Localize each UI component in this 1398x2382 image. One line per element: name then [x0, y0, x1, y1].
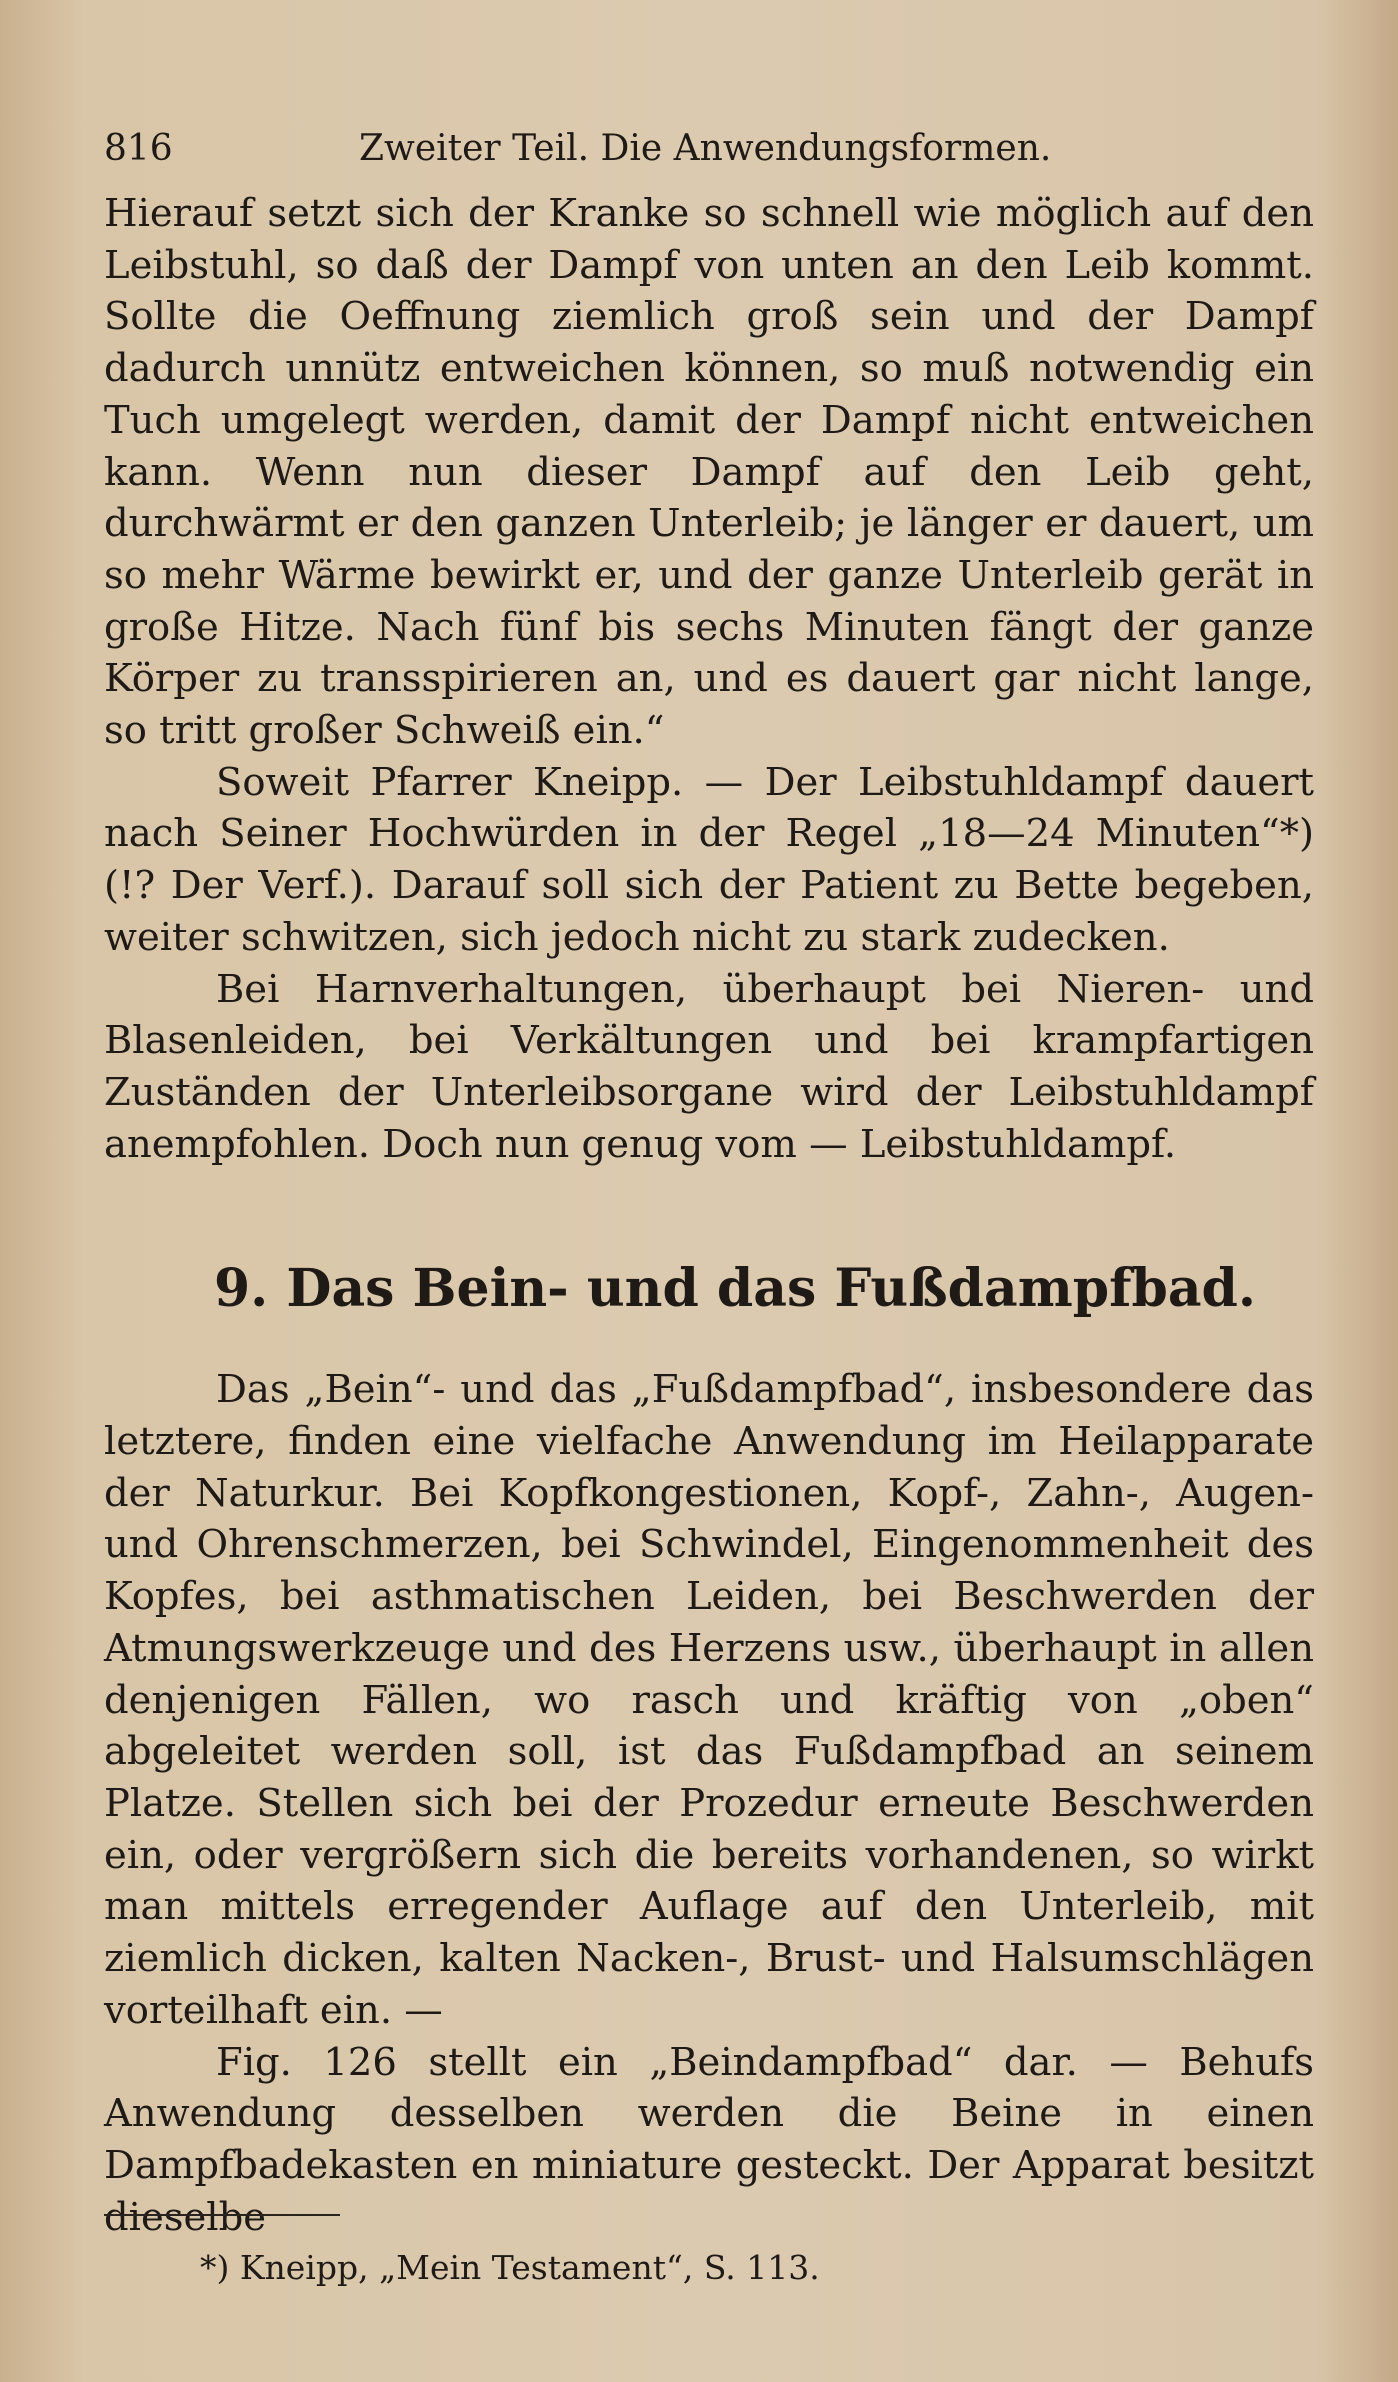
footnote: *) Kneipp, „Mein Testament“, S. 113. [200, 2248, 820, 2287]
paragraph-quote-continuation: Hierauf setzt sich der Kranke so schnell wie möglich auf den Leibstuhl, so daß der Dampf von unten an den Leib kommt. Sollte die Oeffnung ziemlich groß sein und der Dampf dadurch unnütz entweichen können, so muß notwendig ein Tuch umgelegt werden, damit der Dampf nicht entweichen kann. Wenn nun dieser Dampf auf den Leib geht, durchwärmt er den ganzen Unterleib; je länger er dauert, um so mehr Wärme bewirkt er, und der ganze Unterleib gerät in große Hitze. Nach fünf bis sechs Minuten fängt der ganze Körper zu transspirieren an, und es dauert gar nicht lange, so tritt großer Schweiß ein.“ [104, 191, 1314, 754]
footnote-divider [104, 2214, 340, 2216]
paragraph-footbath-uses: Das „Bein“- und das „Fußdampfbad“, insbesondere das letztere, finden eine vielfache Anwendung im Heilapparate der Naturkur. Bei Kopfkongestionen, Kopf-, Zahn-, Augen- und Ohrenschmerzen, bei Schwindel, Eingenommenheit des Kopfes, bei asthmatischen Leiden, bei Beschwerden der Atmungswerkzeuge und des Herzens usw., überhaupt in allen denjenigen Fällen, wo rasch und kräftig von „oben“ abgeleitet werden soll, ist das Fußdampfbad an seinem Platze. Stellen sich bei der Prozedur erneute Beschwerden ein, oder vergrößern sich die bereits vorhandenen, so wirkt man mittels erregender Auflage auf den Unterleib, mit ziemlich dicken, kalten Nacken-, Brust- und Halsumschlägen vorteilhaft ein. — [104, 1367, 1314, 2033]
paragraph-figure-126: Fig. 126 stellt ein „Beindampfbad“ dar. — Behufs Anwendung desselben werden die Beine in einen Dampfbadekasten en miniature gesteckt. Der Apparat besitzt dieselbe [104, 2039, 1314, 2240]
running-title: Zweiter Teil. Die Anwendungsformen. [359, 128, 1052, 169]
page-number: 816 [104, 128, 173, 169]
running-head [104, 128, 1314, 188]
page-content [104, 128, 1314, 2243]
paragraph-kneipp-duration: Soweit Pfarrer Kneipp. — Der Leibstuhldampf dauert nach Seiner Hochwürden in der Regel „18—24 Minuten“*) (!? Der Verf.). Darauf soll sich der Patient zu Bette begeben, weiter schwitzen, sich jedoch nicht zu stark zudecken. [104, 759, 1314, 960]
section-heading: 9. Das Bein- und das Fußdampfbad. [214, 1258, 1256, 1320]
paragraph-indications: Bei Harnverhaltungen, überhaupt bei Nieren- und Blasenleiden, bei Verkältungen und bei krampfartigen Zuständen der Unterleibsorgane wird der Leibstuhldampf anempfohlen. Doch nun genug vom — Leibstuhldampf. [104, 966, 1314, 1167]
